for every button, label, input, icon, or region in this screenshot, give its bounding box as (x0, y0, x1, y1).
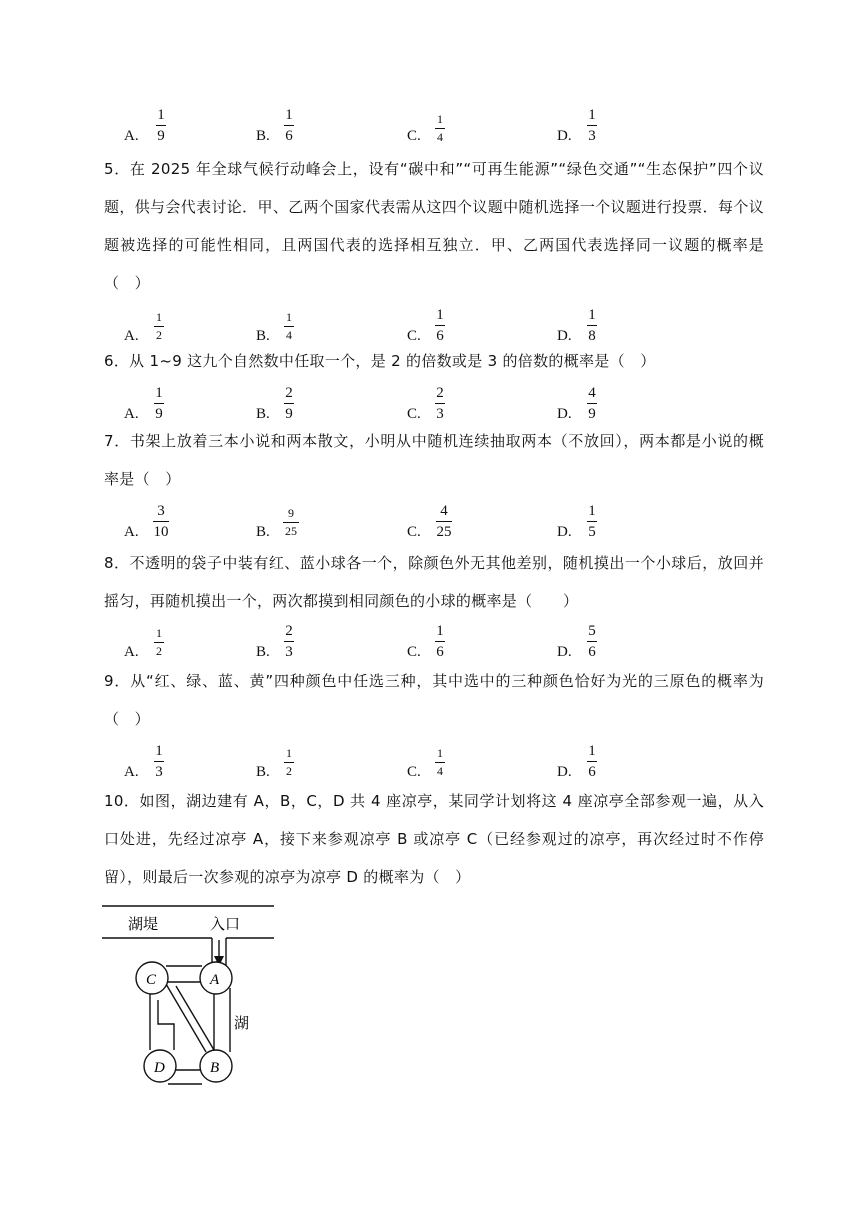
pavilion-map-figure (102, 900, 282, 1094)
fraction: 1 6 (588, 743, 596, 780)
question-9-stem: 9．从“红、绿、蓝、黄”四种颜色中任选三种，其中选中的三种颜色恰好为光的三原色的概率为（ ） (104, 672, 764, 728)
fraction: 2 9 (285, 385, 293, 422)
pavilion-a-label: A (210, 972, 220, 988)
fraction: 5 6 (588, 623, 596, 660)
fraction: 3 10 (153, 503, 169, 540)
pavilion-map (102, 900, 282, 1090)
option-label: D. (557, 328, 572, 344)
fraction: 1 4 (286, 310, 292, 342)
option-label: C. (407, 524, 421, 540)
option-label: B. (256, 644, 270, 660)
option-label: A. (124, 764, 139, 780)
option-label: B. (256, 328, 270, 344)
option-label: D. (557, 644, 572, 660)
fraction: 4 25 (436, 503, 452, 540)
pavilion-c-label: C (146, 972, 157, 988)
fraction: 1 3 (588, 107, 596, 144)
option-label: C. (407, 328, 421, 344)
option-label: A. (124, 406, 139, 422)
fraction: 1 9 (157, 107, 165, 144)
option-label: A. (124, 328, 139, 344)
question-8-stem: 8．不透明的袋子中装有红、蓝小球各一个，除颜色外无其他差别，随机摸出一个小球后，放回并摇匀，再随机摸出一个，两次都摸到相同颜色的小球的概率是（ ） (104, 554, 764, 610)
option-label: B. (256, 764, 270, 780)
fraction: 9 25 (285, 506, 297, 538)
option-label: B. (256, 128, 270, 144)
fraction: 1 6 (436, 307, 444, 344)
entrance-label: 入口 (210, 915, 241, 933)
option-label: D. (557, 764, 572, 780)
option-label: D. (557, 128, 572, 144)
question-6-stem: 6．从 1~9 这九个自然数中任取一个，是 2 的倍数或是 3 的倍数的概率是（ ） (104, 352, 656, 370)
fraction: 1 4 (437, 112, 443, 144)
option-label: B. (256, 524, 270, 540)
pavilion-d-label: D (154, 1060, 165, 1076)
option-label: A. (124, 644, 139, 660)
fraction: 1 6 (436, 623, 444, 660)
option-label: C. (407, 406, 421, 422)
question-10-stem: 10．如图，湖边建有 A，B，C，D 共 4 座凉亭，某同学计划将这 4 座凉亭全部参观一遍，从入口处进，先经过凉亭 A，接下来参观凉亭 B 或凉亭 C（已经参观过的凉亭，再次经过时不作停留），则最后一次参观的凉亭为凉亭 D 的概率为（ ） (104, 792, 764, 886)
option-label: B. (256, 406, 270, 422)
fraction: 1 4 (437, 746, 443, 778)
q7-options (0, 502, 868, 548)
option-label: C. (407, 128, 421, 144)
fraction: 1 2 (156, 310, 162, 342)
fraction: 1 8 (588, 307, 596, 344)
fraction: 1 3 (155, 743, 163, 780)
option-label: A. (124, 128, 139, 144)
fraction: 4 9 (588, 385, 596, 422)
fraction: 1 2 (286, 746, 292, 778)
fraction: 2 3 (436, 385, 444, 422)
pavilion-b-label: B (210, 1060, 220, 1076)
option-label: A. (124, 524, 139, 540)
fraction: 1 5 (588, 503, 596, 540)
fraction: 1 2 (156, 626, 162, 658)
embankment-label: 湖堤 (128, 915, 159, 933)
fraction: 2 3 (285, 623, 293, 660)
option-label: D. (557, 406, 572, 422)
option-label: D. (557, 524, 572, 540)
question-7-stem: 7．书架上放着三本小说和两本散文，小明从中随机连续抽取两本（不放回），两本都是小说的概率是（ ） (104, 432, 764, 488)
fraction: 1 9 (155, 385, 163, 422)
q4-options (0, 106, 868, 152)
lake-label: 湖 (234, 1014, 250, 1032)
option-label: C. (407, 764, 421, 780)
option-label: C. (407, 644, 421, 660)
question-5-stem: 5．在 2025 年全球气候行动峰会上，设有“碳中和”“可再生能源”“绿色交通”“生态保护”四个议题，供与会代表讨论．甲、乙两个国家代表需从这四个议题中随机选择一个议题进行投票．每个议题被选择的可能性相同，且两国代表的选择相互独立．甲、乙两国代表选择同一议题的概率是（ ） (104, 160, 764, 292)
fraction: 1 6 (285, 107, 293, 144)
